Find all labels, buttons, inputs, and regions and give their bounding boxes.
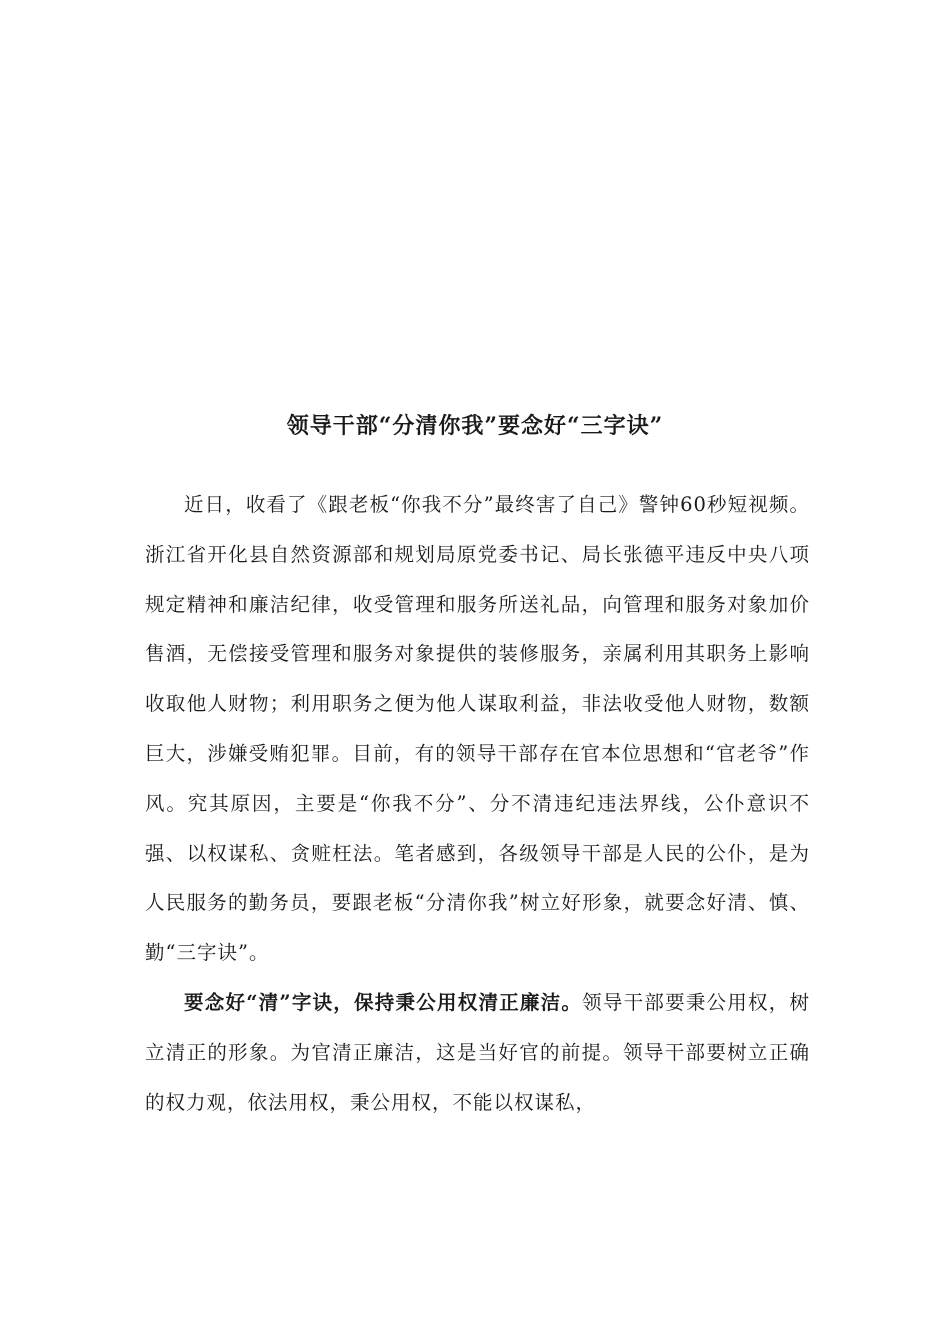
paragraph-qing	[145, 978, 810, 1127]
document-title: 领导干部“分清你我”要念好“三字诀”	[286, 413, 664, 439]
paragraph-text: 领导干部要秉公用权，树立清正的形象。为官清正廉洁，这是当好官的前提。领导干部要树立正确的权力观，依法用权，秉公用权，不能以权谋私，	[145, 990, 810, 1114]
paragraph-lead: 要念好“清”字诀，保持秉公用权清正廉洁。	[184, 990, 583, 1014]
paragraph-text: 近日，收看了《跟老板“你我不分”最终害了自己》警钟60秒短视频。浙江省开化县自然资源部和规划局原党委书记、局长张德平违反中央八项规定精神和廉洁纪律，收受管理和服务所送礼品，向管理和服务对象加价售酒，无偿接受管理和服务对象提供的装修服务，亲属利用其职务上影响收取他人财物；利用职务之便为他人谋取利益，非法收受他人财物，数额巨大，涉嫌受贿犯罪。目前，有的领导干部存在官本位思想和“官老爷”作风。究其原因，主要是“你我不分”、分不清违纪违法界线，公仆意识不强、以权谋私、贪赃枉法。笔者感到，各级领导干部是人民的公仆，是为人民服务的勤务员，要跟老板“分清你我”树立好形象，就要念好清、慎、勤“三字诀”。	[145, 493, 810, 965]
paragraph-intro	[145, 480, 810, 978]
document-body	[145, 480, 810, 1127]
